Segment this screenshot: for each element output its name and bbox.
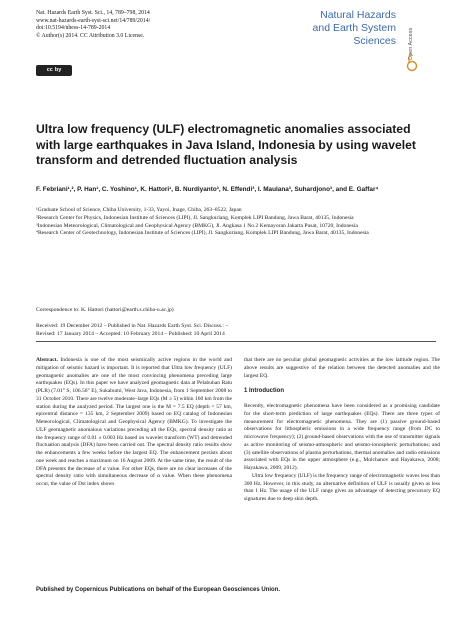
publisher-footer: Published by Copernicus Publications on behalf of the European Geosciences Union.	[36, 587, 281, 593]
abstract-cont-text: that there are no peculiar global geomagnetic activities at the low latitude region. The above results are suggestive of the relation between the detected anomalies and the largest EQ.	[244, 357, 440, 379]
abstract-column	[36, 357, 232, 489]
url-line[interactable]: www.nat-hazards-earth-syst-sci.net/14/789/2014/	[36, 17, 151, 24]
affiliation-item: ³Indonesian Meteorological, Climatological and Geophysical Agency (BMKG), Jl. Angkasa 1 No.2 Kemayoran Jakarta Pusat, 10720, Indonesia	[36, 222, 358, 229]
affiliation-item: ⁴Research Center of Geotechnology, Indonesian Institute of Sciences (LIPI), Jl. Sangkuriang, Komplek LIPI Bandung, Jawa Barat, 40135, Indonesia	[36, 230, 369, 237]
correspondence: Correspondence to: K. Hattori (hattori@earth.s.chiba-u.ac.jp)	[36, 307, 174, 313]
divider	[36, 341, 436, 342]
abstract-text: Indonesia is one of the most seismically active regions in the world and mitigation of seismic hazard is important. It is reported that Ultra low frequency (ULF) geomagnetic anomalies are one of the most convincing phenomena preceding large earthquakes (EQs). In this paper we have analyzed geomagnetic data at Pelabuhan Ratu (PLR) (7.01° S, 106.56° E), Sukabumi, West Java, Indonesia, from 1 September 2008 to 31 October 2010. There are twelve moderate–large EQs (M ≥ 5) within 160 km from the station during the analyzed period. The largest one is the M = 7.5 EQ (depth = 57 km, epicentral distance = 135 km, 2 September 2009) based on EQ catalog of Indonesian Meteorological, Climatological and Geophysical Agency (BMKG). To investigate the ULF geomagnetic anomalous variations preceding all the EQs, spectral density ratio at the frequency range of 0.01 ± 0.003 Hz based on wavelet transform (WT) and detrended fluctuation analysis (DFA) have been carried out. The spectral density ratio results show the enhancements a few weeks before the largest EQ. The enhancement persists about one week and reaches a maximum on 16 August 2009. At the same time, the result of the DFA presents the decrease of α value. For other EQs, there are no clear increases of the spectral density ratio with simultaneous decrease of α value. When these phenomena occur, the value of Dst index shows	[36, 357, 233, 487]
journal-name-line: and Earth System	[312, 22, 396, 34]
cc-icon: cc	[46, 67, 53, 73]
journal-name-line: Sciences	[353, 35, 396, 47]
affiliations	[36, 207, 436, 238]
affiliation-item: ²Research Center for Physics, Indonesian Institute of Sciences (LIPI), Jl. Sangkuriang, Komplek LIPI Bandung, Jawa Barat, 40135, Indonesia	[36, 214, 354, 221]
publication-dates	[36, 323, 228, 339]
affiliation-item: ¹Graduate School of Science, Chiba University, 1-33, Yayoi, Inage, Chiba, 263–8522, Japan	[36, 207, 242, 213]
paper-title: Ultra low frequency (ULF) electromagnetic anomalies associated with large earthquakes in Java Island, Indonesia by using wavelet transform and detrended fluctuation analysis	[36, 122, 416, 167]
journal-name	[300, 9, 396, 48]
doi-line[interactable]: doi:10.5194/nhess-14-789-2014	[36, 25, 111, 32]
intro-paragraph: Ultra low frequency (ULF) is the frequency range of electromagnetic waves less than 300 Hz. However, in this study, an alternative definition of ULF is usually given as less than 1 Hz. The usage of the ULF range gives an advantage of detecting precursory EQ signatures due to deep skin depth.	[244, 472, 440, 502]
citation-line: Nat. Hazards Earth Syst. Sci., 14, 789–798, 2014	[36, 10, 150, 16]
journal-name-line: Natural Hazards	[320, 9, 396, 21]
citation-header	[36, 10, 150, 40]
abstract-label: Abstract.	[36, 357, 58, 363]
open-access-label: Open Access	[408, 27, 414, 61]
copyright-line: © Author(s) 2014. CC Attribution 3.0 License.	[36, 32, 145, 39]
introduction-column	[244, 403, 440, 504]
open-access-logo	[403, 14, 421, 74]
abstract-continued	[244, 357, 440, 380]
intro-paragraph: Recently, electromagnetic phenomena have been considered as a promising candidate for the short-term prediction of large earthquakes (EQs). There are three types of measurement for electromagnetic phenomena. They are (1) passive ground-based observations for lithospheric emissions in a wide frequency range (from DC to microwave frequency); (2) ground-based observations with the use of transmitter signals as active monitoring of seismo-atmospheric and seismo-ionospheric perturbations; and (3) satellite observations of plasma perturbations, thermal anomalies and radio emissions associated with EQs in the upper atmosphere (e.g., Molchanov and Hayakawa, 2008; Hayakawa, 2009, 2012).	[244, 403, 440, 471]
revised-line: Revised: 17 January 2014 – Accepted: 10 February 2014 – Published: 10 April 2014	[36, 330, 225, 337]
section-heading: 1 Introduction	[244, 388, 284, 394]
cc-license-badge[interactable]	[36, 65, 72, 76]
by-icon: by	[54, 67, 62, 73]
author-list: F. Febriani¹,², P. Han¹, C. Yoshino¹, K. Hattori¹, B. Nurdiyanto³, N. Effendi³, I. Maulana³, Suhardjono³, and E. Gaffar⁴	[36, 186, 379, 193]
received-line: Received: 19 December 2012 – Published in Nat. Hazards Earth Syst. Sci. Discuss.: –	[36, 323, 229, 329]
